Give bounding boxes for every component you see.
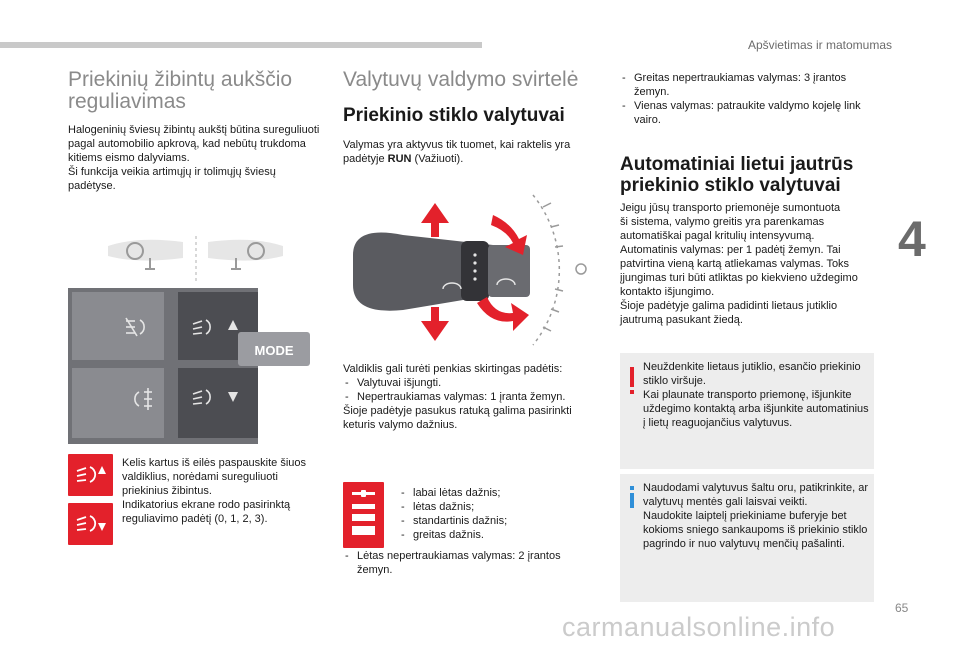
wiper-modes-list xyxy=(620,71,880,127)
headlamp-intro: Halogeninių šviesų žibintų aukštį būtina sureguliuoti pagal automobilio apkrovą, kad nebūtų trukdoma kitiems eismo dalyviams. Ši funkcija veikia artimųjų ir tolimųjų šviesų padėtyse. xyxy=(68,124,320,192)
headlamp-panel-illustration xyxy=(68,232,313,444)
page-number: 65 xyxy=(895,601,909,615)
position-item: - Nepertraukiamas valymas: 1 įranta žemyn. xyxy=(343,390,613,404)
mode-button-label: MODE xyxy=(254,343,294,358)
wiper-mode-item: - Vienas valymas: patraukite valdymo kojelę link vairo. xyxy=(620,99,880,127)
arrow-down-icon xyxy=(421,307,449,341)
speed-item: - standartinis dažnis; xyxy=(399,514,589,528)
chapter-title: Apšvietimas ir matomumas xyxy=(747,38,892,52)
run-position-label: RUN xyxy=(387,153,412,165)
speed-item: - lėtas dažnis; xyxy=(399,500,589,514)
auto-wipers-body: Jeigu jūsų transporto priemonėje sumontuota ši sistema, valymo greitis yra parenkamas automatiškai pagal kritulių intensyvumą. Automatinis valymas: per 1 padėtį žemyn. Tai patvirtina vieną kartą atliekamas valymas. Toks įjungimas turi būti atliktas po kiekvieno uždegimo kontakto išjungimo. Šioje padėtyje galima padidinti lietaus jutiklio jautrumą pasukant žiedą. xyxy=(620,202,858,326)
speed-item: - greitas dažnis. xyxy=(399,528,589,542)
arrow-up-icon xyxy=(421,203,449,237)
watermark: carmanualsonline.info xyxy=(562,612,836,642)
car-loaded-icon xyxy=(208,240,283,269)
wiper-mode-item: - Greitas nepertraukiamas valymas: 3 įrantos žemyn. xyxy=(620,71,880,99)
header-bar xyxy=(0,42,482,48)
wiper-intro: Valymas yra aktyvus tik tuomet, kai raktelis yra padėtyje RUN (Važiuoti). xyxy=(343,139,571,165)
wiper-position-scale xyxy=(533,195,563,345)
car-level-icon xyxy=(108,240,183,269)
arrow-rotate-icon xyxy=(477,297,529,331)
warning-box: Neuždenkite lietaus jutiklio, esančio priekinio stiklo viršuje. Kai plaunate transporto priemonę, išjunkite uždegimo kontaktą arba išjunkite automatinius į lietų reaguojančius valytuvus. xyxy=(620,353,874,469)
wiper-speed-ring-icon xyxy=(343,482,384,548)
wiper-stalk-illustration xyxy=(343,185,593,355)
info-icon xyxy=(630,486,634,490)
position-zero-marker xyxy=(576,264,586,274)
chapter-number: 4 xyxy=(898,211,926,267)
info-box: Naudodami valytuvus šaltu oru, patikrinkite, ar valytuvų mentės gali laisvai veikti. Naudokite laiptelį priekiniame buferyje bet kokioms sniego sankaupoms iš priekinio stiklo pagrindo ir nuo valytuvų menčių pašalinti. xyxy=(620,474,874,602)
headlamp-up-icon xyxy=(68,454,113,496)
windscreen-wipers-subtitle: Priekinio stiklo valytuvai xyxy=(343,105,565,126)
headlamp-caption: Kelis kartus iš eilės paspauskite šiuos valdiklius, norėdami sureguliuoti priekinius žibintus. Indikatorius ekrane rodo pasirinktą reguliavimo padėtį (0, 1, 2, 3). xyxy=(122,457,307,525)
slow-continuous-item: - Lėtas nepertraukiamas valymas: 2 įrantos žemyn. xyxy=(343,549,613,577)
wiper-positions: Valdiklis gali turėti penkias skirtingas padėtis: - Valytuvai išjungti. - Nepertraukiamas valymas: 1 įranta žemyn. Šioje padėtyje pasukus ratuką galima pasirinkti keturis valymo dažnius. xyxy=(343,362,613,432)
auto-wipers-title: Automatiniai lietui jautrūs priekinio stiklo valytuvai xyxy=(620,154,854,196)
headlamp-down-icon xyxy=(68,503,113,545)
warning-icon xyxy=(630,367,634,387)
speed-item: - labai lėtas dažnis; xyxy=(399,486,589,500)
headlamp-title: Priekinių žibintų aukščio reguliavimas xyxy=(68,68,293,113)
position-item: - Valytuvai išjungti. xyxy=(343,376,613,390)
wiper-speed-list xyxy=(399,486,589,542)
wiper-section-title: Valytuvų valdymo svirtelė xyxy=(343,68,579,91)
